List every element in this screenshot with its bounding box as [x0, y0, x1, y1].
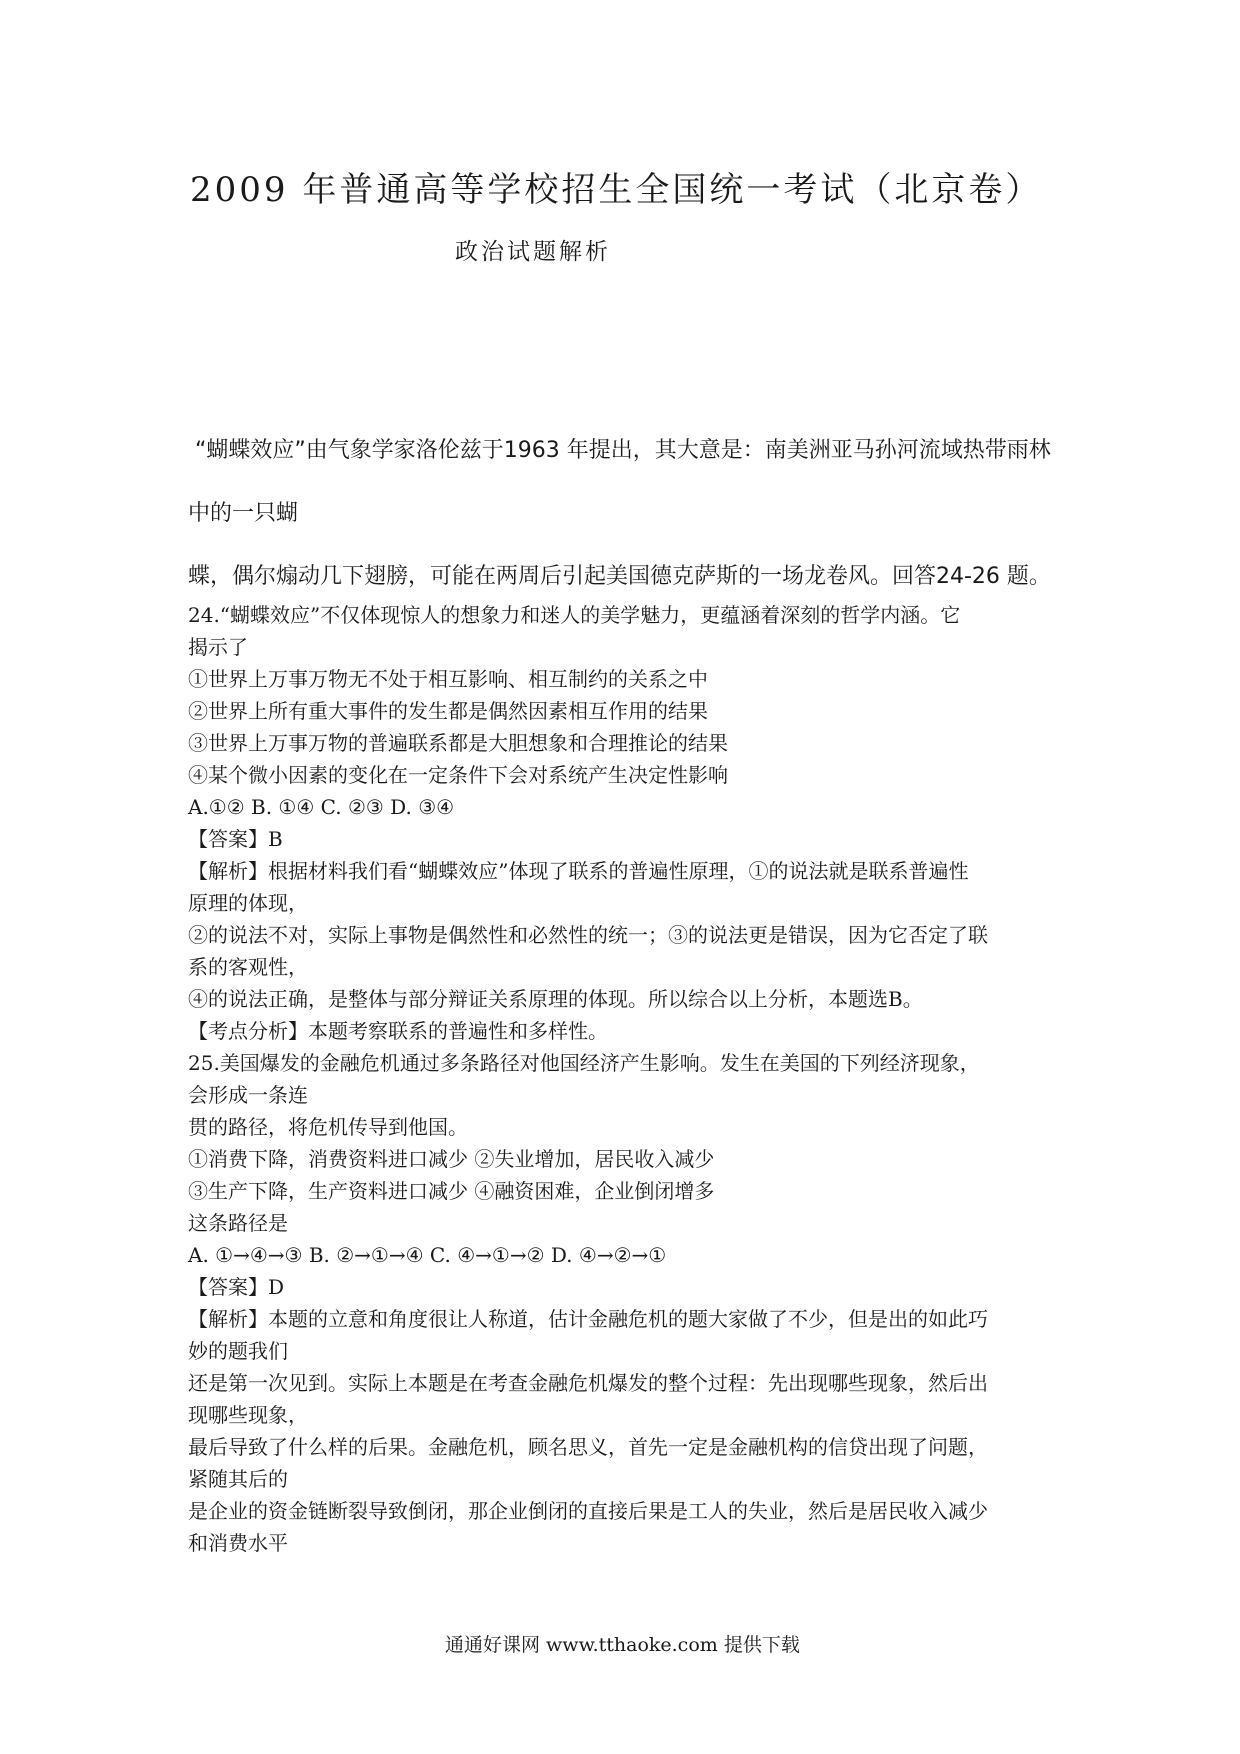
q25-analysis: 和消费水平	[188, 1531, 288, 1555]
q25-analysis: 现哪些现象，	[188, 1403, 308, 1427]
q24-point: 【考点分析】本题考察联系的普遍性和多样性。	[188, 1019, 608, 1043]
q25-option: ①消费下降，消费资料进口减少 ②失业增加，居民收入减少	[188, 1147, 715, 1171]
q25-choices: A. ①→④→③ B. ②→①→④ C. ④→①→② D. ④→②→①	[188, 1243, 667, 1267]
q25-analysis: 【解析】本题的立意和角度很让人称道，估计金融危机的题大家做了不少，但是出的如此巧	[188, 1307, 988, 1331]
q25-analysis: 最后导致了什么样的后果。金融危机，顾名思义，首先一定是金融机构的信贷出现了问题，	[188, 1435, 988, 1459]
q24-answer: 【答案】B	[188, 827, 283, 851]
q24-analysis: 系的客观性，	[188, 955, 308, 979]
q25-answer: 【答案】D	[188, 1275, 285, 1299]
q25-analysis: 妙的题我们	[188, 1339, 288, 1363]
q24-option: ③世界上万事万物的普遍联系都是大胆想象和合理推论的结果	[188, 731, 728, 755]
q24-analysis: ④的说法正确，是整体与部分辩证关系原理的体现。所以综合以上分析，本题选B。	[188, 987, 923, 1011]
page-title: 2009 年普通高等学校招生全国统一考试（北京卷）	[190, 170, 1043, 210]
q25-analysis: 还是第一次见到。实际上本题是在考查金融危机爆发的整个过程：先出现哪些现象，然后出	[188, 1371, 988, 1395]
q24-option: ②世界上所有重大事件的发生都是偶然因素相互作用的结果	[188, 699, 708, 723]
question-body	[188, 599, 1068, 1559]
q25-stem: 会形成一条连	[188, 1083, 308, 1107]
q24-analysis: ②的说法不对，实际上事物是偶然性和必然性的统一；③的说法更是错误，因为它否定了联	[188, 923, 988, 947]
q25-analysis: 紧随其后的	[188, 1467, 288, 1491]
q25-stem: 25.美国爆发的金融危机通过多条路径对他国经济产生影响。发生在美国的下列经济现象，	[188, 1051, 980, 1075]
q24-stem: 揭示了	[188, 635, 248, 659]
q24-choices: A.①② B. ①④ C. ②③ D. ③④	[188, 795, 455, 819]
q24-option: ④某个微小因素的变化在一定条件下会对系统产生决定性影响	[188, 763, 728, 787]
q24-analysis: 【解析】根据材料我们看“蝴蝶效应”体现了联系的普遍性原理，①的说法就是联系普遍性	[188, 859, 969, 883]
q25-stem: 贯的路径，将危机传导到他国。	[188, 1115, 468, 1139]
page-footer: 通通好课网 www.tthaoke.com 提供下载	[445, 1634, 800, 1656]
intro-line: “蝴蝶效应”由气象学家洛伦兹于1963 年提出，其大意是：南美洲亚马孙河流域热带雨林	[195, 438, 1051, 463]
intro-line: 中的一只蝴	[188, 501, 299, 526]
intro-line: 蝶，偶尔煽动几下翅膀，可能在两周后引起美国德克萨斯的一场龙卷风。回答24-26 题。	[188, 564, 1051, 589]
q25-analysis: 是企业的资金链断裂导致倒闭，那企业倒闭的直接后果是工人的失业，然后是居民收入减少	[188, 1499, 988, 1523]
q24-analysis: 原理的体现，	[188, 891, 308, 915]
q25-option: ③生产下降，生产资料进口减少 ④融资困难，企业倒闭增多	[188, 1179, 715, 1203]
page-subtitle: 政治试题解析	[455, 239, 611, 265]
q24-option: ①世界上万事万物无不处于相互影响、相互制约的关系之中	[188, 667, 708, 691]
q24-stem: 24.“蝴蝶效应”不仅体现惊人的想象力和迷人的美学魅力，更蕴涵着深刻的哲学内涵。它	[188, 603, 961, 627]
q25-ask: 这条路径是	[188, 1211, 288, 1235]
